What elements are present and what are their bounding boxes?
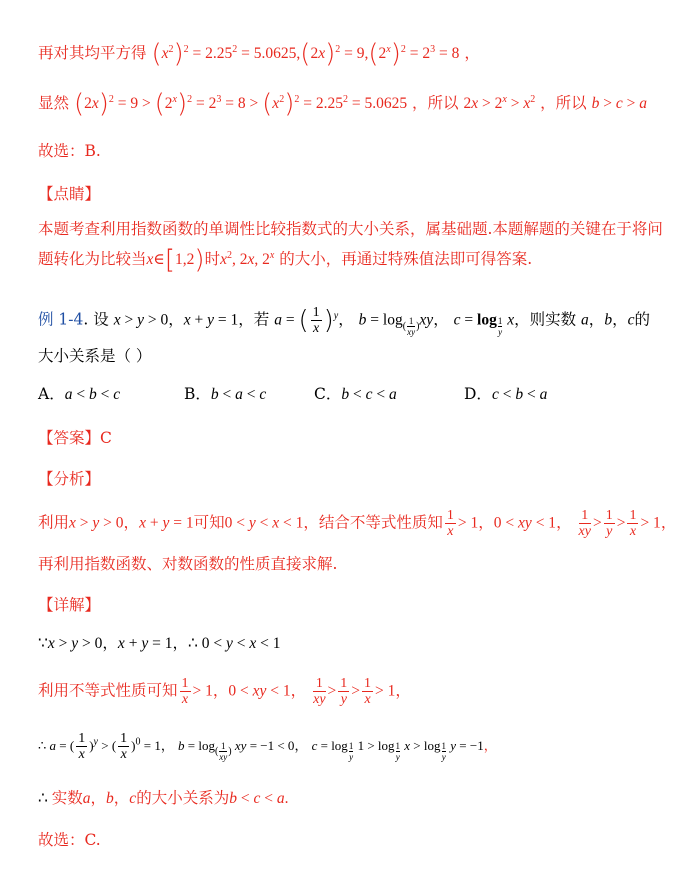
option-a[interactable]: A．a < b < c [38, 385, 121, 403]
commentary-line-2: 题转化为比较当x∈[1,2)时$x^2$, 2x, 2$^x$ 的大小，再通过特殊值法即可得答案. [38, 245, 533, 275]
detail-line-1: ∵x > y > 0，x + y = 1，∴ 0 < y < x < 1 [38, 634, 281, 652]
line-obviously: 显然 $(2x)^2 = 9 > (2^x)^2 = 2^3 = 8 > (x^2)^2 = 2.25^2 = 5.0625$ ，所以 $2x > 2^x > x^2$ ，所以 b > c > a [38, 89, 647, 119]
option-d[interactable]: D．c < b < a [464, 385, 548, 403]
option-b[interactable]: B．b < a < c [184, 385, 267, 403]
example-1-4-question: 例 1-4. 设 x > y > 0，x + y = 1，若 a = ( $\frac{1}{x}$ )$^y$， $b = \log_{( \frac{1}{xy} )}xy$， c = log $_{\frac{1}{y}}$ x，则实数 a，b，c的 [38, 305, 650, 337]
question-tail: 大小关系是（ ） [38, 347, 152, 365]
analysis-line-2: 再利用指数函数、对数函数的性质直接求解. [38, 555, 338, 573]
heading-dianjing: 【点睛】 [38, 185, 101, 203]
detail-line-2: 利用不等式性质可知 $\frac{1}{x}$ > 1，0 < xy < 1， $\frac{1}{xy}$ > $\frac{1}{y}$ > $\frac{1}{x}$ > 1， [38, 676, 411, 707]
analysis-line-1: 利用x > y > 0，x + y = 1可知0 < y < x < 1，结合不等式性质知 $\frac{1}{x}$ > 1，0 < xy < 1， $\frac{1}{xy}$ > $\frac{1}{y}$ > $\frac{1}{x}$ > 1， [38, 508, 676, 539]
answer-heading: 【答案】C [38, 429, 112, 447]
detail-heading: 【详解】 [38, 596, 101, 614]
commentary-line-1: 本题考查利用指数函数的单调性比较指数式的大小关系，属基础题.本题解题的关键在于将问 [38, 220, 663, 238]
option-c[interactable]: C．b < c < a [314, 385, 397, 403]
choose-b: 故选：B. [38, 142, 101, 160]
choose-c: 故选：C. [38, 831, 101, 849]
line-squares: 再对其均平方得 $(x^2)^2 = 2.25^2 = 5.0625,(2x)^2 = 9,(2^x)^2 = 2^3 = 8$ ， [38, 39, 480, 69]
detail-line-4: ∴ 实数a，b，c的大小关系为b < c < a. [38, 789, 289, 807]
detail-line-3: ∴ a = ( $\frac{1}{x}$ )$^y$ > ( $\frac{1}{x}$ )$^0$ = 1， $b = \log_{( \frac{1}{xy} )}$ xy = −1 < 0， c = log $_{\frac{1}{y}}$ 1 > log $_{\frac{1}{y}}$ x > log $_{\frac{1}{y}}$ y = −1， [38, 731, 497, 762]
example-label: 例 1-4 [38, 310, 84, 329]
analysis-heading: 【分析】 [38, 470, 101, 488]
